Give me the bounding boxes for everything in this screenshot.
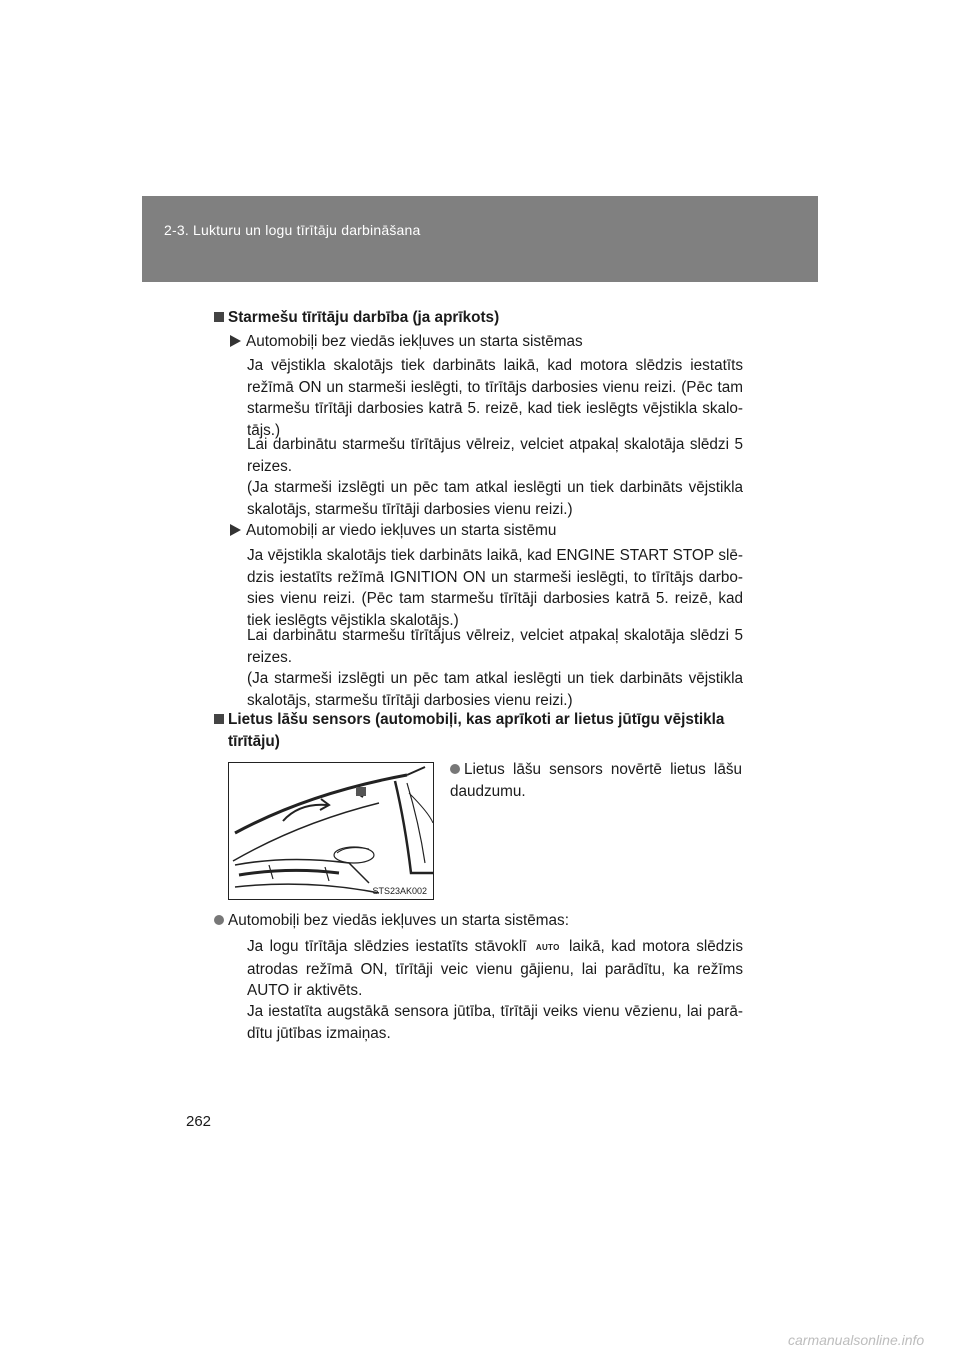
rain-sensor-paragraph-1: Ja logu tīrītāja slēdzies iestatīts stāvoklī AUTO laikā, kad motora slēdzis atrodas režīmā ON, tīrītāji veic vienu gājienu, lai parādītu, ka režīms AUTO ir aktivēts. (247, 938, 743, 999)
without-smart-paragraph-3: (Ja starmeši izslēgti un pēc tam atkal ieslēgti un tiek darbināts vējstikla skalotājs, starmešu tīrītāji darbosies vienu reizi.) (247, 479, 743, 518)
without-smart-paragraph-1: Ja vējstikla skalotājs tiek darbināts laikā, kad motora slēdzis iestatīts režīmā ON un starmeši ieslēgti, to tīrītājs darbosies vienu reizi. (Pēc tam starmešu tīrītāji darbosies katrā 5. reizē, kad tiek ieslēgts vējstikla skalo-tājs.) (247, 357, 743, 439)
without-smart-label: Automobiļi bez viedās iekļuves un starta sistēmas (230, 331, 750, 353)
without-smart-paragraph-2: Lai darbinātu starmešu tīrītājus vēlreiz, velciet atpakaļ skalotāja slēdzi 5 reizes. (247, 436, 743, 475)
with-smart-paragraph-3: (Ja starmeši izslēgti un pēc tam atkal ieslēgti un tiek darbināts vējstikla skalotājs, starmešu tīrītāji darbosies vienu reizi.) (247, 670, 743, 709)
section-header-band (142, 196, 818, 282)
with-smart-label: Automobiļi ar viedo iekļuves un starta sistēmu (230, 520, 750, 542)
triangle-bullet-icon (230, 524, 241, 536)
rain-sensor-heading: Lietus lāšu sensors (automobiļi, kas aprīkoti ar lietus jūtīgu vējstikla tīrītāju) (214, 709, 743, 752)
square-bullet-icon (214, 714, 224, 724)
circle-bullet-icon (214, 915, 224, 925)
auto-mode-symbol: AUTO (535, 943, 560, 952)
windshield-rain-sensor-illustration (228, 762, 434, 900)
headlamp-cleaner-heading: Starmešu tīrītāju darbība (ja aprīkots) (214, 307, 754, 329)
circle-bullet-icon (450, 764, 460, 774)
with-smart-paragraph-1: Ja vējstikla skalotājs tiek darbināts laikā, kad ENGINE START STOP slē-dzis iestatīts režīmā IGNITION ON un starmeši ieslēgti, to tīrītājs darbo-sies vienu reizi. (Pēc tam starmešu tīrītāji darbosies katrā 5. reizē, kad tiek ieslēgts vējstikla skalotājs.) (247, 547, 743, 629)
windshield-illustration-graphic (229, 763, 433, 899)
triangle-bullet-icon (230, 335, 241, 347)
rain-sensor-paragraph-2: Ja iestatīta augstākā sensora jūtība, tīrītāji veiks vienu vēzienu, lai parā-dītu jūtības izmaiņas. (247, 1003, 743, 1042)
section-title: 2-3. Lukturu un logu tīrītāju darbināšana (164, 222, 421, 238)
page-number: 262 (186, 1113, 212, 1130)
figure-code: STS23AK002 (372, 886, 427, 896)
square-bullet-icon (214, 312, 224, 322)
rain-sensor-bullet-1: Lietus lāšu sensors novērtē lietus lāšu daudzumu. (450, 761, 742, 800)
rain-sensor-bullet-2: Automobiļi bez viedās iekļuves un starta sistēmas: (214, 910, 754, 932)
with-smart-paragraph-2: Lai darbinātu starmešu tīrītājus vēlreiz, velciet atpakaļ skalotāja slēdzi 5 reizes. (247, 627, 743, 666)
footer-watermark: carmanualsonline.info (788, 1332, 925, 1348)
